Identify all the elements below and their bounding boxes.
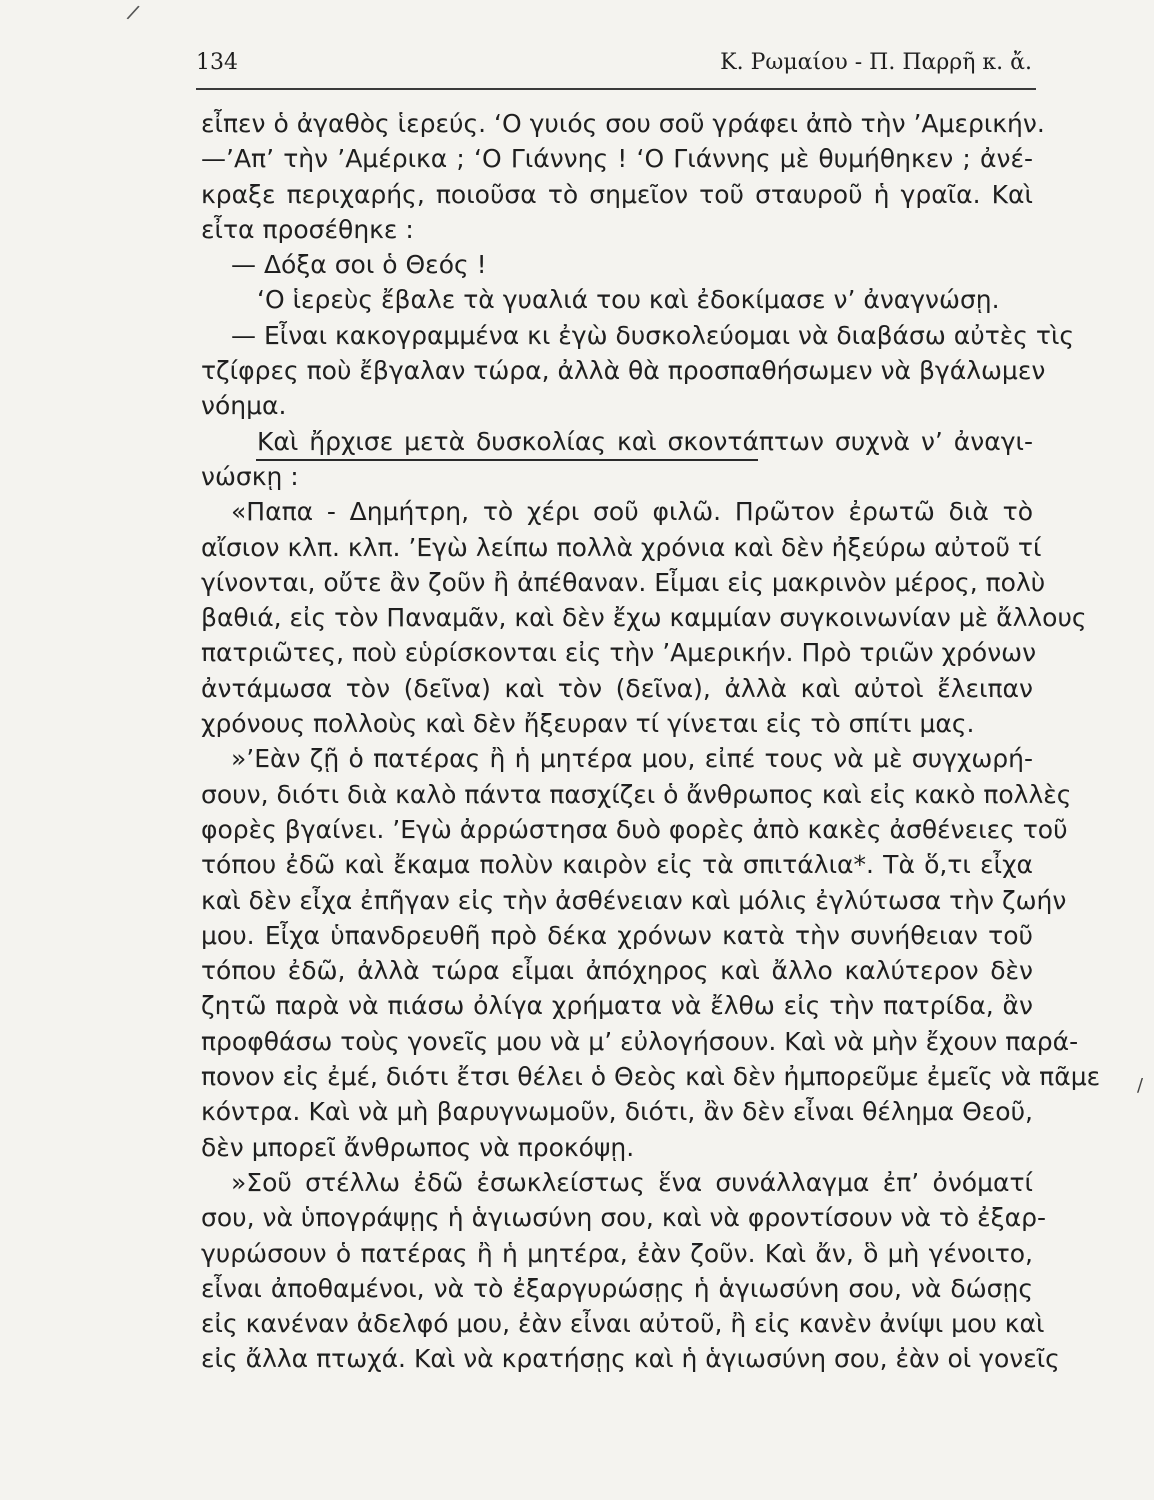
page-number: 134 [196,50,238,75]
text-line: γυρώσουν ὁ πατέρας ἢ ἡ μητέρα, ἐὰν ζοῦν. Καὶ ἄν, ὃ μὴ γένοιτο, [201,1238,1033,1268]
text-line: —’Απ’ τὴν ’Αμέρικα ; ‘Ο Γιάννης ! ‘Ο Γιάννης μὲ θυμήθηκεν ; ἀνέ- [201,144,1033,174]
text-line: — Εἶναι κακογραμμένα κι ἐγὼ δυσκολεύομαι νὰ διαβάσω αὐτὲς τὶς [231,320,1075,350]
text-line: προφθάσω τοὺς γονεῖς μου νὰ μ’ εὐλογήσουν. Καὶ νὰ μὴν ἔχουν παρά- [201,1026,1079,1056]
text-line: τόπου ἐδῶ, ἀλλὰ τώρα εἶμαι ἀπόχηρος καὶ ἄλλο καλύτερον δὲν [201,956,1033,986]
text-line: εἰς ἄλλα πτωχά. Καὶ νὰ κρατήσῃς καὶ ἡ ἁγιωσύνη σου, ἐὰν οἱ γονεῖς [201,1344,1060,1374]
text-line: ‘Ο ἱερεὺς ἔβαλε τὰ γυαλιά του καὶ ἐδοκίμασε ν’ ἀναγνώσῃ. [257,285,1000,315]
pencil-underline [256,459,758,461]
running-head: Κ. Ρωμαίου - Π. Παρρῆ κ. ἄ. [720,50,1032,75]
page-header [196,48,1036,84]
body-text [201,106,1101,1377]
text-line: εἶναι ἀποθαμένοι, νὰ τὸ ἐξαργυρώσῃς ἡ ἁγιωσύνη σου, νὰ δώσῃς [201,1273,1033,1303]
text-line: χρόνους πολλοὺς καὶ δὲν ἤξευραν τί γίνεται εἰς τὸ σπίτι μας. [201,709,975,739]
text-line: νώσκῃ : [201,461,299,491]
text-line: μου. Εἶχα ὑπανδρευθῆ πρὸ δέκα χρόνων κατὰ τὴν συνήθειαν τοῦ [201,920,1033,950]
text-line: »Σοῦ στέλλω ἐδῶ ἐσωκλείστως ἕνα συνάλλαγμα ἐπ’ ὀνόματί [231,1167,1033,1197]
text-line: πονον εἰς ἐμέ, διότι ἔτσι θέλει ὁ Θεὸς καὶ δὲν ἠμπορεῦμε ἐμεῖς νὰ πᾶμε [201,1062,1101,1092]
text-line: — Δόξα σοι ὁ Θεός ! [231,250,487,280]
text-line: δὲν μπορεῖ ἄνθρωπος νὰ προκόψῃ. [201,1132,635,1162]
text-line: αἴσιον κλπ. κλπ. ’Εγὼ λείπω πολλὰ χρόνια καὶ δὲν ἠξεύρω αὐτοῦ τί [201,532,1042,562]
text-line: ζητῶ παρὰ νὰ πιάσω ὀλίγα χρήματα νὰ ἔλθω εἰς τὴν πατρίδα, ἂν [201,991,1033,1021]
text-line: ἀντάμωσα τὸν (δεῖνα) καὶ τὸν (δεῖνα), ἀλλὰ καὶ αὐτοὶ ἔλειπαν [201,673,1033,703]
text-line: «Παπα - Δημήτρη, τὸ χέρι σοῦ φιλῶ. Πρῶτον ἐρωτῶ διὰ τὸ [231,497,1033,527]
text-line: βαθιά, εἰς τὸν Παναμᾶν, καὶ δὲν ἔχω καμμίαν συγκοινωνίαν μὲ ἄλλους [201,603,1087,633]
text-line: σου, νὰ ὑπογράψῃς ἡ ἁγιωσύνη σου, καὶ νὰ φροντίσουν νὰ τὸ ἐξαρ- [201,1203,1046,1233]
text-line: κραξε περιχαρής, ποιοῦσα τὸ σημεῖον τοῦ σταυροῦ ἡ γραῖα. Καὶ [201,179,1033,209]
text-line: φορὲς βγαίνει. ’Εγὼ ἀρρώστησα δυὸ φορὲς ἀπὸ κακὲς ἀσθένειες τοῦ [201,814,1068,844]
text-line: εἶτα προσέθηκε : [201,214,414,244]
text-line: κόντρα. Καὶ νὰ μὴ βαρυγνωμοῦν, διότι, ἂν δὲν εἶναι θέλημα Θεοῦ, [201,1097,1033,1127]
text-line: τζίφρες ποὺ ἔβγαλαν τώρα, ἀλλὰ θὰ προσπαθήσωμεν νὰ βγάλωμεν [201,356,1046,386]
text-line: γίνονται, οὔτε ἂν ζοῦν ἢ ἀπέθαναν. Εἶμαι εἰς μακρινὸν μέρος, πολὺ [201,567,1046,597]
text-line: Καὶ ἤρχισε μετὰ δυσκολίας καὶ σκοντάπτων συχνὰ ν’ ἀναγι- [257,426,1033,456]
margin-mark: / [1137,1075,1144,1096]
corner-pencil-mark: / [125,0,142,25]
text-line: πατριῶτες, ποὺ εὑρίσκονται εἰς τὴν ’Αμερικήν. Πρὸ τριῶν χρόνων [201,638,1037,668]
text-line: »’Εὰν ζῇ ὁ πατέρας ἢ ἡ μητέρα μου, εἰπέ τους νὰ μὲ συγχωρή- [231,744,1033,774]
text-line: εἶπεν ὁ ἀγαθὸς ἱερεύς. ‘Ο γυιός σου σοῦ γράφει ἀπὸ τὴν ’Αμερικήν. [201,109,1045,138]
header-rule [196,88,1036,90]
text-line: σουν, διότι διὰ καλὸ πάντα πασχίζει ὁ ἄνθρωπος καὶ εἰς κακὸ πολλὲς [201,779,1072,809]
text-line: νόημα. [201,391,287,421]
text-line: τόπου ἐδῶ καὶ ἔκαμα πολὺν καιρὸν εἰς τὰ σπιτάλια*. Τὰ ὅ,τι εἶχα [201,850,1033,880]
text-line: καὶ δὲν εἶχα ἐπῆγαν εἰς τὴν ἀσθένειαν καὶ μόλις ἐγλύτωσα τὴν ζωήν [201,885,1067,915]
text-line: εἰς κανέναν ἀδελφό μου, ἐὰν εἶναι αὐτοῦ, ἢ εἰς κανὲν ἀνίψι μου καὶ [201,1309,1045,1339]
